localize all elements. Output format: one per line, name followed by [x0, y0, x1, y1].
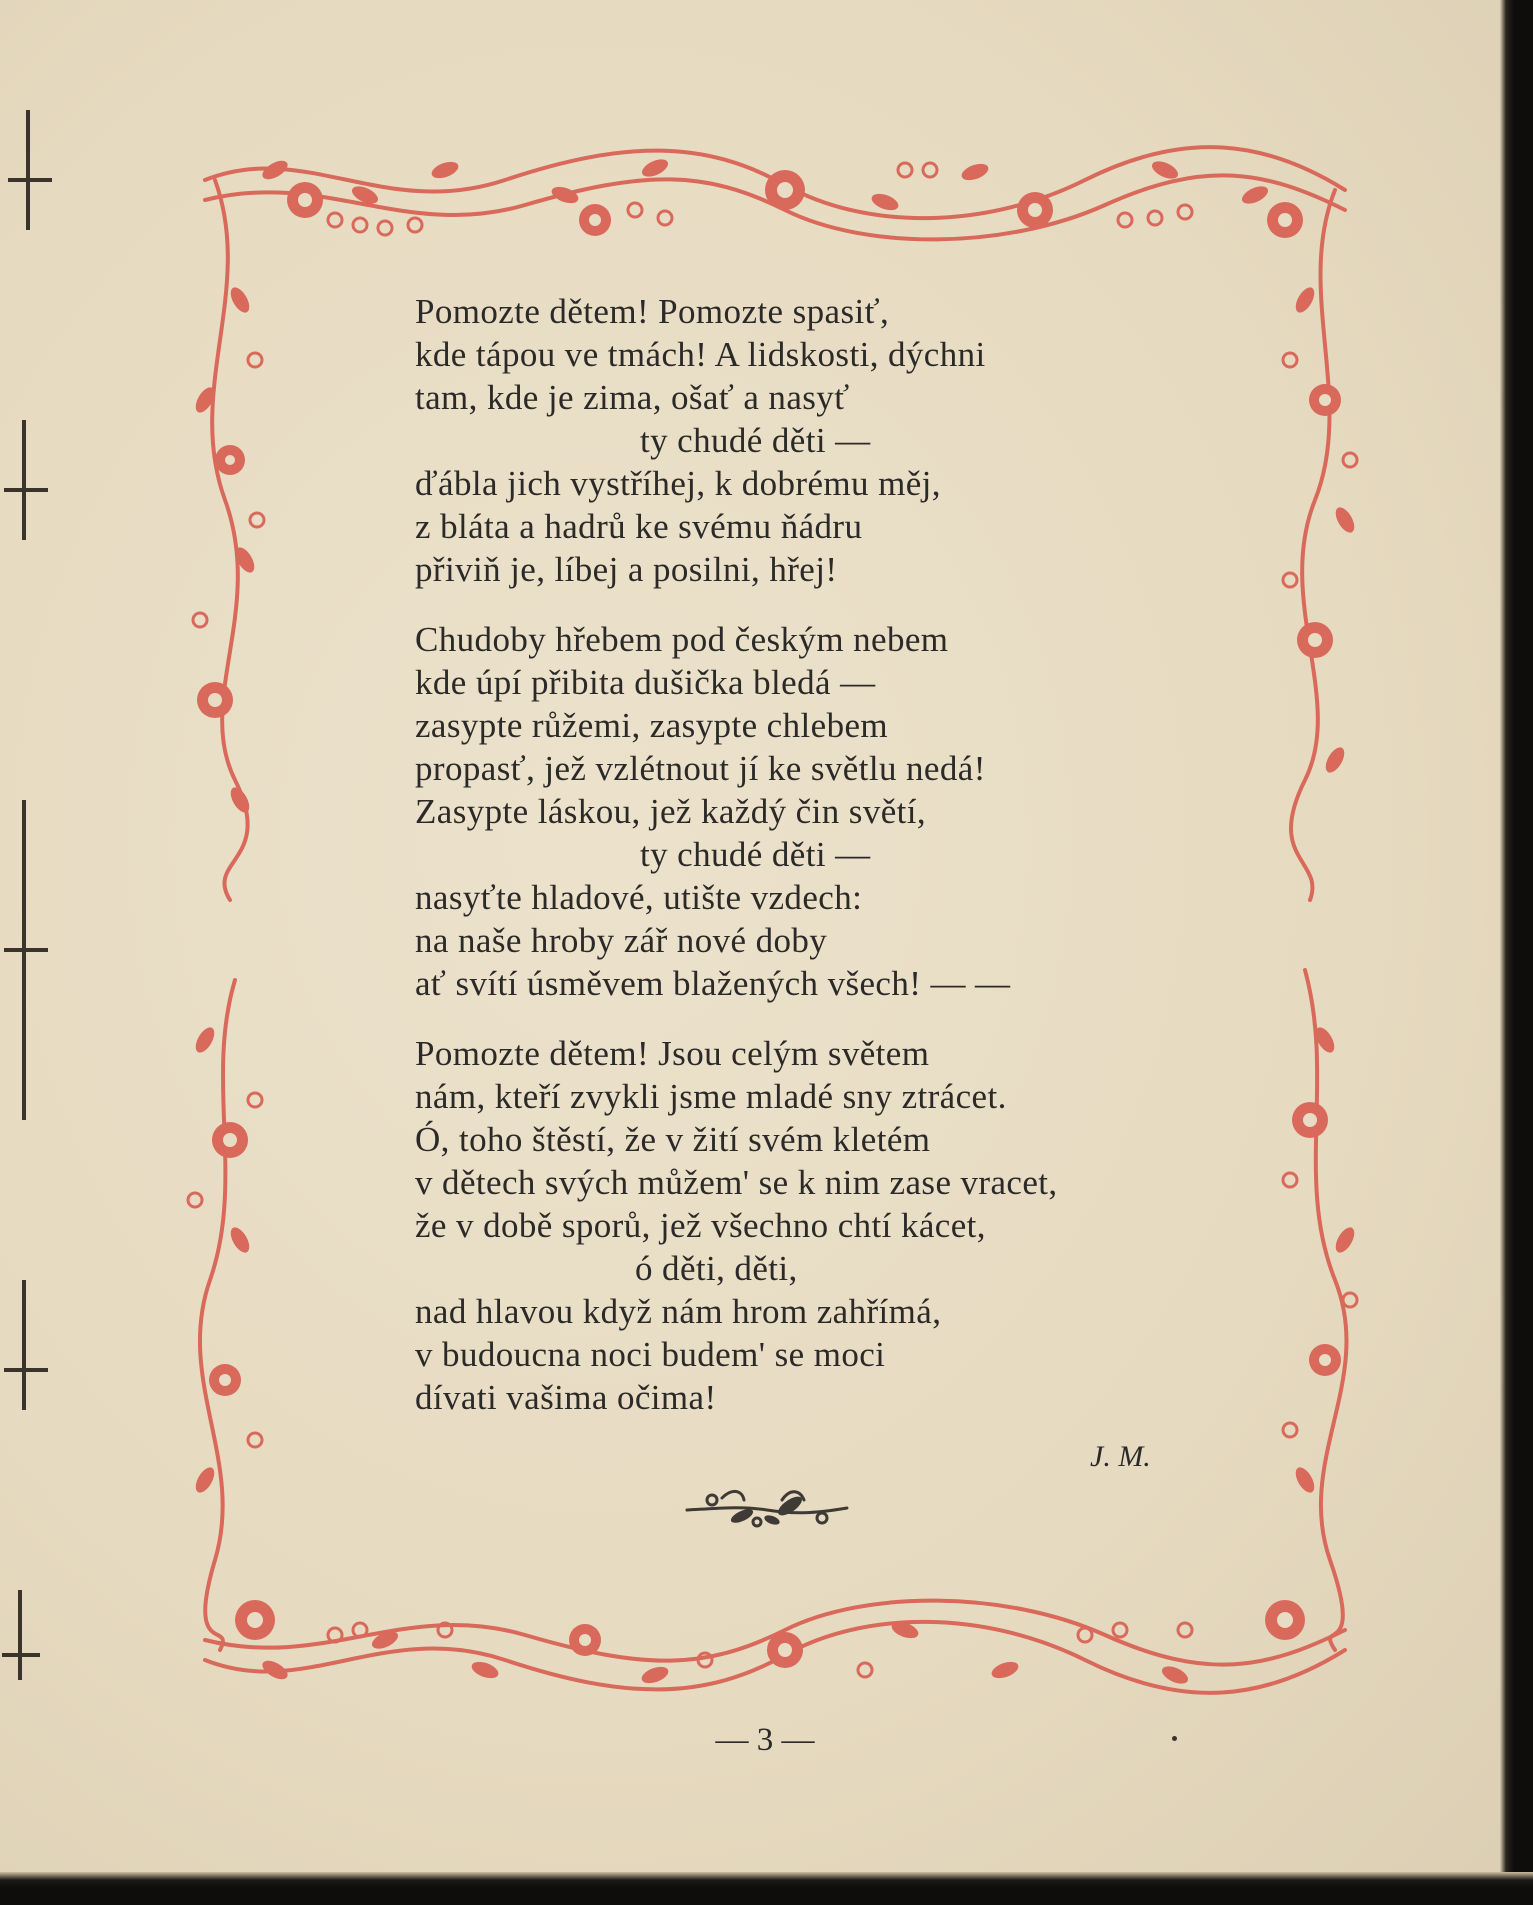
- poem-line: v dětech svých můžem' se k nim zase vracet,: [415, 1163, 1058, 1202]
- poem-line: nasyťte hladové, utište vzdech:: [415, 878, 863, 917]
- ink-speck: [1172, 1736, 1177, 1741]
- poem-line: propasť, jež vzlétnout jí ke světlu nedá!: [415, 749, 986, 788]
- poem-line: ó děti, děti,: [635, 1249, 798, 1288]
- poem-line: Pomozte dětem! Pomozte spasiť,: [415, 292, 890, 331]
- stanza-1: [415, 290, 1195, 591]
- poem-line: v budoucna noci budem' se moci: [415, 1335, 886, 1374]
- stanza-3: [415, 1032, 1195, 1419]
- poem-line: ty chudé děti —: [640, 421, 871, 460]
- page-edge-bottom: [0, 1872, 1533, 1905]
- poem-line: ať svítí úsměvem blažených všech! — —: [415, 964, 1011, 1003]
- binding-stitches: [0, 0, 60, 1872]
- poem-line: nám, kteří zvykli jsme mladé sny ztrácet.: [415, 1077, 1007, 1116]
- floral-vignette-icon: [682, 1478, 852, 1538]
- poem-line: dívati vašima očima!: [415, 1378, 717, 1417]
- poem-line: ďábla jich vystříhej, k dobrému měj,: [415, 464, 941, 503]
- page-edge-right: [1500, 0, 1533, 1905]
- poem-line: Zasypte láskou, jež každý čin světí,: [415, 792, 927, 831]
- poem-line: přiviň je, líbej a posilni, hřej!: [415, 550, 838, 589]
- poem-line: kde úpí přibita dušička bledá —: [415, 663, 876, 702]
- stanza-2: [415, 618, 1195, 1005]
- poem-line: kde tápou ve tmách! A lidskosti, dýchni: [415, 335, 986, 374]
- poem-line: nad hlavou když nám hrom zahřímá,: [415, 1292, 942, 1331]
- poem-line: Pomozte dětem! Jsou celým světem: [415, 1034, 930, 1073]
- poem-line: Chudoby hřebem pod českým nebem: [415, 620, 949, 659]
- page-number: — 3 —: [715, 1722, 815, 1758]
- poem-line: Ó, toho štěstí, že v žití svém kletém: [415, 1120, 931, 1159]
- author-signature: J. M.: [1090, 1440, 1151, 1473]
- poem-line: tam, kde je zima, ošať a nasyť: [415, 378, 850, 417]
- poem-line: z bláta a hadrů ke svému ňádru: [415, 507, 863, 546]
- poem-line: ty chudé děti —: [640, 835, 871, 874]
- poem: [415, 290, 1195, 1446]
- poem-line: na naše hroby zář nové doby: [415, 921, 828, 960]
- poem-line: že v době sporů, jež všechno chtí kácet,: [415, 1206, 986, 1245]
- poem-line: zasypte růžemi, zasypte chlebem: [415, 706, 889, 745]
